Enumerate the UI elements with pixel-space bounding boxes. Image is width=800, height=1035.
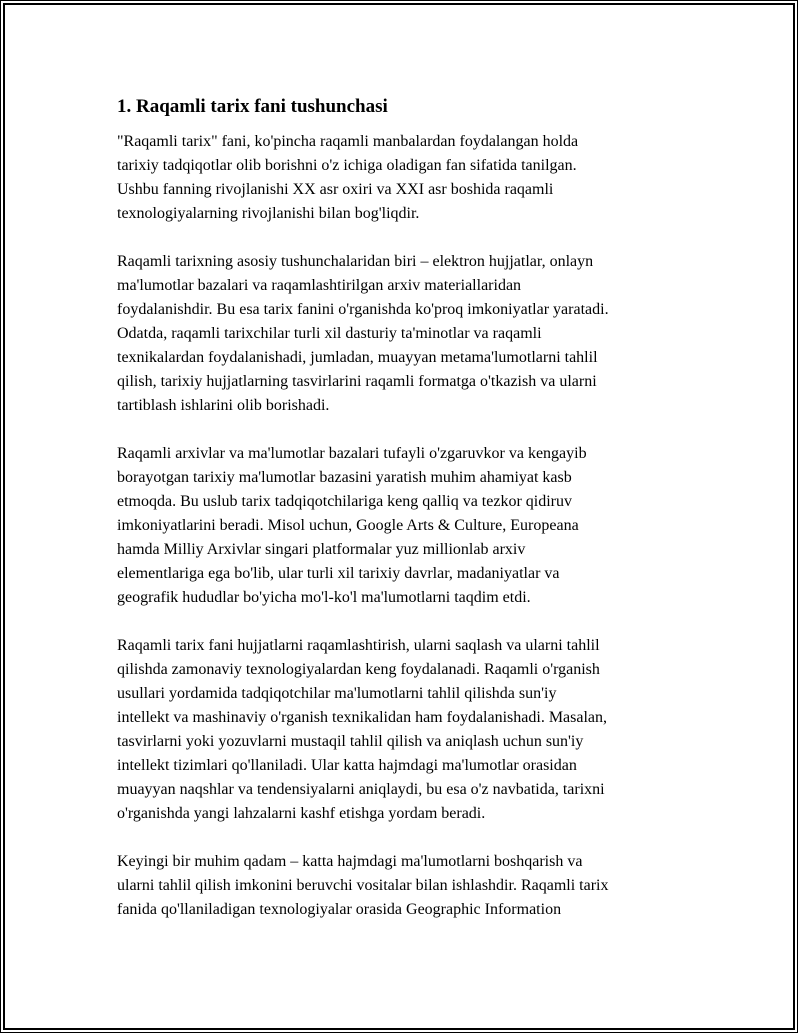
paragraph-2 (117, 250, 687, 418)
section-heading: 1. Raqamli tarix fani tushunchasi (117, 96, 388, 117)
text-line: Raqamli tarixning asosiy tushunchalaridan biri – elektron hujjatlar, onlayn (117, 253, 594, 270)
text-line: texnologiyalarning rivojlanishi bilan bog'liqdir. (117, 205, 420, 222)
text-line: borayotgan tarixiy ma'lumotlar bazasini yaratish muhim ahamiyat kasb (117, 469, 572, 486)
text-line: Raqamli arxivlar va ma'lumotlar bazalari tufayli o'zgaruvkor va kengayib (117, 445, 587, 462)
text-line: ularni tahlil qilish imkonini beruvchi vositalar bilan ishlashdir. Raqamli tarix (117, 877, 609, 894)
text-line: Keyingi bir muhim qadam – katta hajmdagi ma'lumotlarni boshqarish va (117, 853, 583, 870)
text-line: foydalanishdir. Bu esa tarix fanini o'rganishda ko'proq imkoniyatlar yaratadi. (117, 301, 609, 318)
text-line: "Raqamli tarix" fani, ko'pincha raqamli manbalardan foydalangan holda (117, 133, 579, 150)
text-line: muayyan naqshlar va tendensiyalarni aniqlaydi, bu esa o'z navbatida, tarixni (117, 781, 605, 798)
text-line: tartiblash ishlarini olib borishadi. (117, 397, 330, 414)
text-line: Ushbu fanning rivojlanishi XX asr oxiri va XXI asr boshida raqamli (117, 181, 554, 198)
paragraph-1 (117, 130, 687, 226)
text-line: usullari yordamida tadqiqotchilar ma'lumotlarni tahlil qilishda sun'iy (117, 685, 557, 702)
text-line: fanida qo'llaniladigan texnologiyalar orasida Geographic Information (117, 901, 562, 918)
text-line: hamda Milliy Arxivlar singari platformalar yuz millionlab arxiv (117, 541, 526, 558)
text-line: intellekt tizimlari qo'llaniladi. Ular katta hajmdagi ma'lumotlar orasidan (117, 757, 577, 774)
text-line: geografik hududlar bo'yicha mo'l-ko'l ma'lumotlarni taqdim etdi. (117, 589, 531, 606)
text-line: tasvirlarni yoki yozuvlarni mustaqil tahlil qilish va aniqlash uchun sun'iy (117, 733, 584, 750)
text-line: elementlariga ega bo'lib, ular turli xil tarixiy davrlar, madaniyatlar va (117, 565, 560, 582)
text-line: imkoniyatlarini beradi. Misol uchun, Google Arts & Culture, Europeana (117, 517, 579, 534)
paragraph-5 (117, 850, 687, 922)
text-line: o'rganishda yangi lahzalarni kashf etishga yordam beradi. (117, 805, 486, 822)
text-line: qilishda zamonaviy texnologiyalardan keng foydalanadi. Raqamli o'rganish (117, 661, 600, 678)
text-line: qilish, tarixiy hujjatlarning tasvirlarini raqamli formatga o'tkazish va ularni (117, 373, 597, 390)
text-line: etmoqda. Bu uslub tarix tadqiqotchilariga keng qalliq va tezkor qidiruv (117, 493, 572, 510)
text-line: ma'lumotlar bazalari va raqamlashtirilgan arxiv materiallaridan (117, 277, 522, 294)
paragraph-3 (117, 442, 687, 610)
text-line: Odatda, raqamli tarixchilar turli xil dasturiy ta'minotlar va raqamli (117, 325, 542, 342)
text-line: intellekt va mashinaviy o'rganish texnikalidan ham foydalanishadi. Masalan, (117, 709, 608, 726)
document-body (117, 94, 687, 946)
text-line: texnikalardan foydalanishadi, jumladan, muayyan metama'lumotlarni tahlil (117, 349, 598, 366)
text-line: tarixiy tadqiqotlar olib borishni o'z ichiga oladigan fan sifatida tanilgan. (117, 157, 577, 174)
text-line: Raqamli tarix fani hujjatlarni raqamlashtirish, ularni saqlash va ularni tahlil (117, 637, 600, 654)
paragraph-4 (117, 634, 687, 826)
